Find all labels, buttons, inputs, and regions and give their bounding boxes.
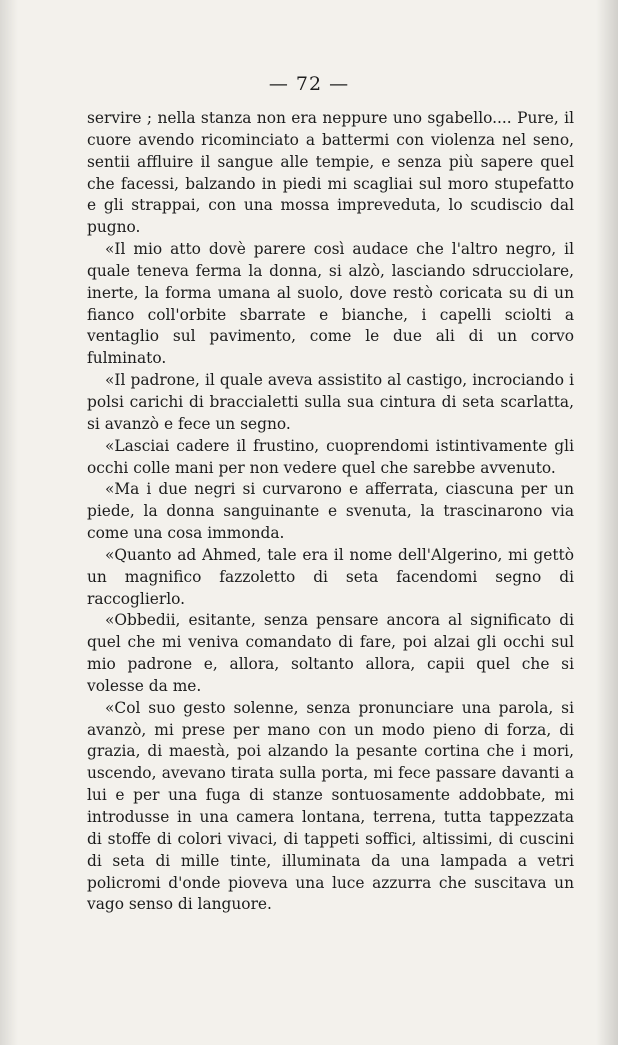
page-number: — 72 — (268, 73, 350, 95)
paragraph: servire ; nella stanza non era neppure uno sgabello.... Pure, il cuore avendo ricominciato a battermi con violenza nel seno, sentii affluire il sangue alle tempie, e senza più sapere quel che facessi, balzando in piedi mi scagliai sul moro stupefatto e gli strappai, con una mossa impreveduta, lo scudiscio dal pugno. (87, 109, 574, 237)
paragraph: «Col suo gesto solenne, senza pronunciare una parola, si avanzò, mi prese per mano con un modo pieno di forza, di grazia, di maestà, poi alzando la pesante cortina che i mori, uscendo, avevano tirata sulla porta, mi fece passare davanti a lui e per una fuga di stanze sontuosamente addobbate, mi introdusse in una camera lontana, terrena, tutta tappezzata di stoffe di colori vivaci, di tappeti soffici, altissimi, di cuscini di seta di mille tinte, illuminata da una lampada a vetri policromi d'onde pioveva una luce azzurra che suscitava un vago senso di languore. (87, 698, 574, 914)
paragraph: «Lasciai cadere il frustino, cuoprendomi istintivamente gli occhi colle mani per non vedere quel che sarebbe avvenuto. (87, 436, 574, 477)
paragraph: «Il mio atto dovè parere così audace che l'altro negro, il quale teneva ferma la donna, si alzò, lasciando sdrucciolare, inerte, la forma umana al suolo, dove restò coricata su di un fianco coll'orbite sbarrate e bianche, i capelli sciolti a ventaglio sul pavimento, come le due ali di un corvo fulminato. (87, 240, 574, 368)
paragraph: «Ma i due negri si curvarono e afferrata, ciascuna per un piede, la donna sanguinante e svenuta, la trascinarono via come una cosa immonda. (87, 480, 574, 543)
paragraph: «Quanto ad Ahmed, tale era il nome dell'Algerino, mi gettò un magnifico fazzoletto di seta facendomi segno di raccoglierlo. (87, 545, 574, 608)
paragraph: «Il padrone, il quale aveva assistito al castigo, incrociando i polsi carichi di braccialetti sulla sua cintura di seta scarlatta, si avanzò e fece un segno. (87, 371, 574, 433)
body-text (87, 108, 574, 916)
paragraph: «Obbedii, esitante, senza pensare ancora al significato di quel che mi veniva comandato di fare, poi alzai gli occhi sul mio padrone e, allora, soltanto allora, capii quel che si volesse da me. (87, 611, 574, 695)
